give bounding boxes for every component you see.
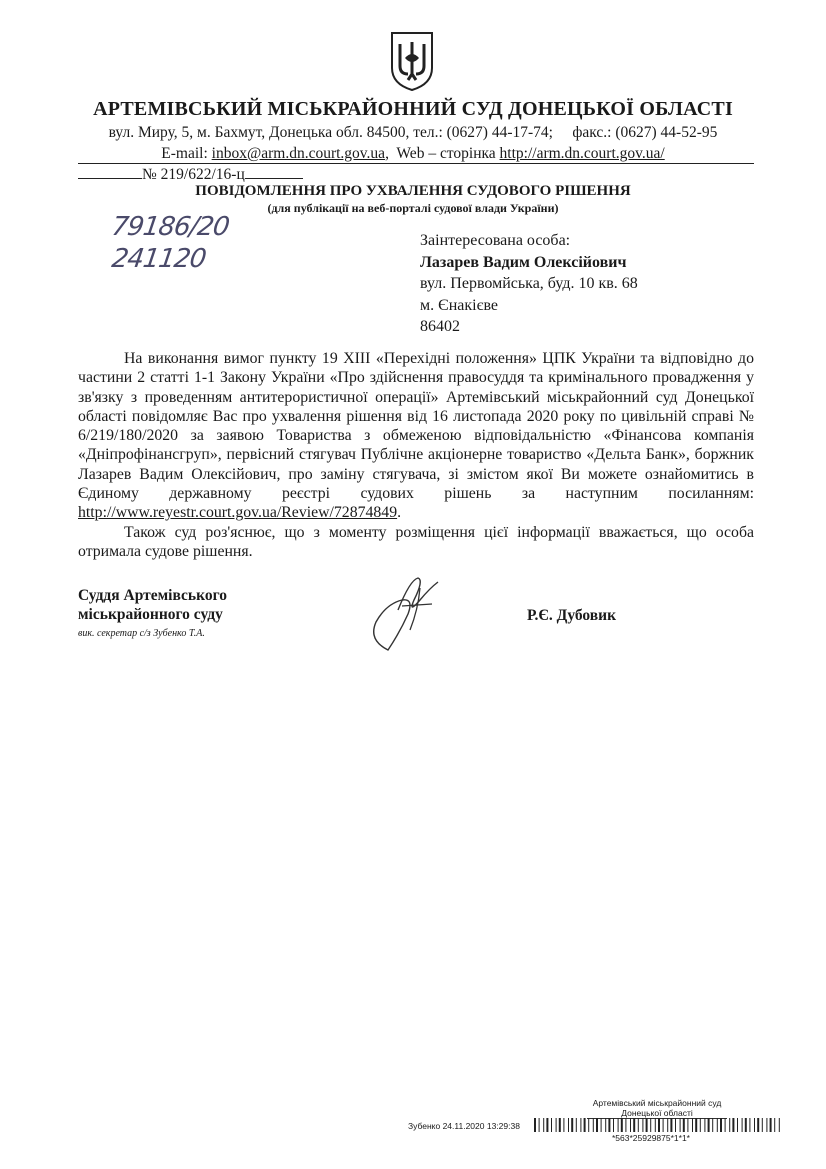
- coat-of-arms-icon: [388, 30, 436, 92]
- court-address: [0, 124, 826, 142]
- signature-icon: [358, 570, 458, 660]
- handwritten-reg-number: 79186/20: [109, 212, 231, 242]
- barcode-icon: [534, 1118, 780, 1132]
- court-stamp-line1: Артемівський міськрайонний суд: [592, 1098, 722, 1108]
- header-divider: [78, 163, 754, 164]
- recipient-city: м. Єнакієве: [420, 296, 498, 314]
- recipient-name: Лазарев Вадим Олексійович: [420, 253, 627, 271]
- email-label: E-mail:: [161, 145, 208, 162]
- recipient-street: вул. Первомйська, буд. 10 кв. 68: [420, 275, 638, 292]
- email-link[interactable]: inbox@arm.dn.court.gov.ua: [211, 145, 386, 162]
- notice-body: [78, 349, 754, 561]
- judge-title-line1: Суддя Артемівського: [78, 587, 228, 604]
- judge-title-line2: міськрайонного суду: [78, 606, 223, 623]
- body-paragraph-2: Також суд роз'яснює, що з моменту розміщення цієї інформації вважається, що особа отримала судове рішення.: [78, 523, 754, 560]
- body-paragraph-1: На виконання вимог пункту 19 ХIII «Перехідні положення» ЦПК України та відповідно до частини 2 статті 1-1 Закону України «Про здійснення правосуддя та кримінального провадження у зв'язку з проведенням антитерористичної операції» Артемівський міськрайонний суд Донецької області повідомляє Вас про ухвалення рішення від 16 листопада 2020 року по цивільній справі № 6/219/180/2020 за заявою Товариства з обмеженою відповідальністю «Фінансова компанія «Дніпрофінансгруп», первісний стягувач Публічне акціонерне товариство «Дельта Банк», боржник Лазарев Вадим Олексійович, про заміну стягувача, зі змістом якої Ви можете ознайомитись в Єдиному державному реєстрі судових рішень за наступним посиланням: http://www.reyestr.court.gov.ua/Review/72874849.: [78, 350, 754, 522]
- court-contacts: E-mail: inbox@arm.dn.court.gov.ua, Web – сторінка http://arm.dn.court.gov.ua/: [161, 145, 665, 162]
- court-stamp: [587, 1098, 727, 1119]
- recipient-label: Заінтересована особа:: [420, 232, 571, 249]
- judge-title: [78, 586, 227, 624]
- notice-subtitle: (для публікації на веб-порталі судової влади України): [267, 201, 559, 215]
- registry-link[interactable]: http://www.reyestr.court.gov.ua/Review/72874849: [78, 504, 398, 522]
- recipient-block: [420, 230, 638, 338]
- web-link[interactable]: http://arm.dn.court.gov.ua/: [499, 145, 665, 162]
- outgoing-number: № 219/622/16-ц: [78, 166, 303, 184]
- fax-text: факс.: (0627) 44-52-95: [572, 124, 718, 141]
- secretary-note: вик. секретар с/з Зубенко Т.А.: [78, 628, 205, 639]
- notice-title: ПОВІДОМЛЕННЯ ПРО УХВАЛЕННЯ СУДОВОГО РІШЕННЯ: [195, 183, 631, 199]
- judge-name: Р.Є. Дубовик: [527, 607, 617, 624]
- barcode-number: *563*25929875*1*1*: [612, 1133, 690, 1143]
- handwritten-date: 241120: [109, 244, 208, 274]
- web-label: Web – сторінка: [396, 145, 496, 162]
- user-stamp: Зубенко 24.11.2020 13:29:38: [408, 1121, 520, 1131]
- address-text: вул. Миру, 5, м. Бахмут, Донецька обл. 84500, тел.: (0627) 44-17-74;: [108, 124, 553, 141]
- recipient-postcode: 86402: [420, 318, 460, 335]
- court-name: АРТЕМІВСЬКИЙ МІСЬКРАЙОННИЙ СУД ДОНЕЦЬКОЇ ОБЛАСТІ: [93, 98, 733, 120]
- court-stamp-line2: Донецької області: [587, 1108, 727, 1119]
